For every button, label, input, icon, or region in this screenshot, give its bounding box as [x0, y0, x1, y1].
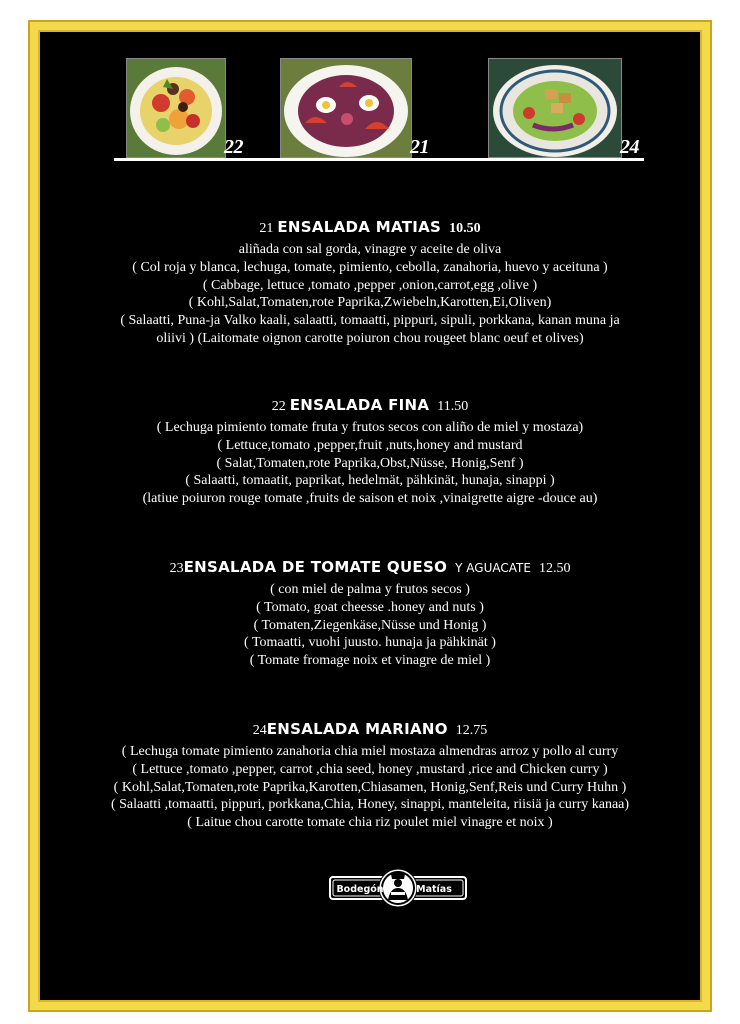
salad-price: 11.50 [437, 399, 469, 414]
salad-section [40, 394, 700, 508]
salad-description-line: ( Lettuce,tomato ,pepper,fruit ,nuts,honey and mustard [217, 437, 523, 453]
salad-heading [40, 216, 700, 240]
salad-number: 23 [169, 561, 184, 576]
salad-description-line: ( Salat,Tomaten,rote Paprika,Obst,Nüsse, Honig,Senf ) [216, 455, 524, 471]
salad-description-line: ( Laitue chou carotte tomate chia riz poulet miel vinagre et noix ) [187, 815, 553, 831]
salad-description-line: ( Tomaten,Ziegenkäse,Nüsse und Honig ) [253, 617, 487, 633]
menu-frame [28, 20, 712, 1012]
photo-number: 24 [620, 136, 639, 158]
salad-description-line: ( Lettuce ,tomato ,pepper, carrot ,chia seed, honey ,mustard ,rice and Chicken curry ) [132, 761, 608, 777]
salad-heading [40, 556, 700, 580]
photo-number: 21 [410, 136, 429, 158]
salad-section [40, 556, 700, 670]
salad-price: 10.50 [449, 221, 481, 236]
salad-number: 24 [252, 723, 267, 738]
chicken-curry-salad-photo [488, 58, 622, 158]
salad-name: ENSALADA MATIAS [277, 218, 442, 236]
salad-description-line: ( con miel de palma y frutos secos ) [270, 582, 470, 597]
salad-price: 12.50 [538, 561, 571, 576]
restaurant-logo [328, 866, 468, 910]
salad-description-line: ( Kohl,Salat,Tomaten,rote Paprika,Karotten,Chiasamen, Honig,Senf,Reis und Curry Huhn ) [113, 779, 627, 795]
photo-underline [114, 158, 644, 161]
salad-description-line: ( Tomato, goat cheesse .honey and nuts ) [256, 599, 484, 615]
photo-number: 22 [224, 136, 243, 158]
salad-section [40, 718, 700, 832]
logo-text-right: Matías [416, 884, 452, 895]
fruit-salad-photo [126, 58, 226, 158]
salad-description-line: ( Tomate fromage noix et vinagre de miel ) [249, 653, 491, 669]
salad-name: ENSALADA MARIANO [266, 720, 448, 738]
salad-description-line: ( Kohl,Salat,Tomaten,rote Paprika,Zwiebeln,Karotten,Ei,Oliven) [188, 295, 552, 311]
salad-description-line: ( Salaatti, Puna-ja Valko kaali, salaatti, tomaatti, pippuri, sipuli, porkkana, kanan muna ja [120, 313, 620, 329]
salad-heading [40, 718, 700, 742]
egg-tomato-salad-photo [280, 58, 412, 158]
salad-description-line: ( Lechuga tomate pimiento zanahoria chia miel mostaza almendras arroz y pollo al curry [121, 744, 619, 759]
salad-description-line: (latiue poiuron rouge tomate ,fruits de saison et noix ,vinaigrette aigre -douce au) [142, 491, 598, 507]
salad-description-line: ( Salaatti ,tomaatti, pippuri, porkkana,Chia, Honey, sinappi, manteleita, riisiä ja curry kanaa) [110, 797, 630, 813]
salad-number: 22 [271, 399, 286, 414]
logo-text-left: Bodegón [336, 884, 384, 895]
salad-description-line: ( Cabbage, lettuce ,tomato ,pepper ,onion,carrot,egg ,olive ) [202, 277, 538, 293]
menu-page [38, 30, 702, 1002]
salad-description-line: aliñada con sal gorda, vinagre y aceite de oliva [238, 242, 502, 257]
salad-number: 21 [259, 221, 274, 236]
salad-description-line: ( Lechuga pimiento tomate fruta y frutos secos con aliño de miel y mostaza) [156, 420, 584, 435]
salad-price: 12.75 [455, 723, 488, 738]
salad-description-line: ( Salaatti, tomaatit, paprikat, hedelmät, pähkinät, hunaja, sinappi ) [185, 473, 555, 489]
salad-heading [40, 394, 700, 418]
salad-description-line: ( Col roja y blanca, lechuga, tomate, pimiento, cebolla, zanahoria, huevo y aceituna ) [132, 259, 608, 275]
salad-name: ENSALADA FINA [289, 396, 430, 414]
salad-section [40, 216, 700, 348]
salad-description-line: ( Tomaatti, vuohi juusto. hunaja ja pähkinät ) [244, 635, 496, 651]
salad-name-suffix: Y AGUACATE [455, 561, 531, 575]
salad-description-line: oliivi ) (Laitomate oignon carotte poiuron chou rougeet blanc oeuf et olives) [156, 330, 584, 346]
salad-name: ENSALADA DE TOMATE QUESO [183, 558, 448, 576]
